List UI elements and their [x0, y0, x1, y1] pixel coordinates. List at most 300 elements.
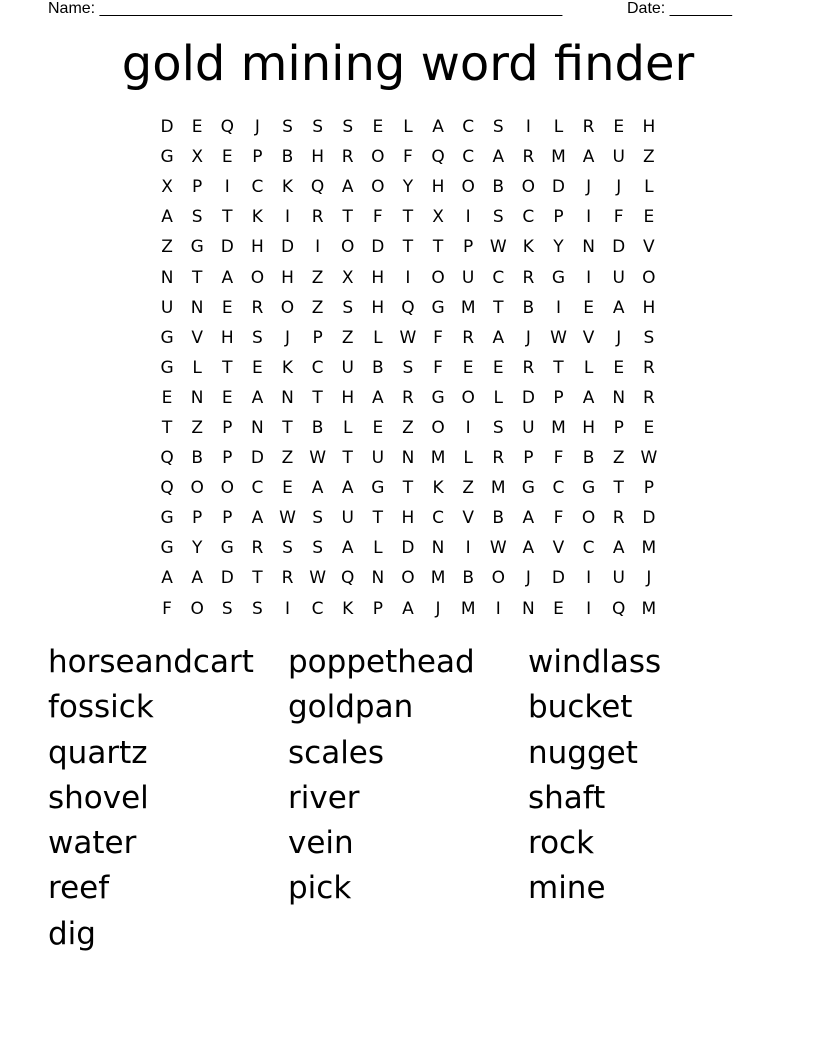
word-list-item: river [288, 779, 360, 816]
grid-letter: I [315, 237, 321, 258]
grid-letter: S [191, 207, 203, 228]
grid-letter: O [521, 177, 536, 198]
grid-letter: R [311, 207, 324, 228]
grid-letter: X [341, 267, 354, 288]
word-list [48, 640, 768, 957]
grid-letter: H [371, 267, 385, 288]
grid-letter: S [251, 327, 263, 348]
grid-letter: D [220, 237, 234, 258]
grid-letter: P [252, 147, 263, 168]
grid-letter: E [613, 117, 625, 138]
grid-letter: P [222, 508, 233, 529]
grid-letter: G [581, 478, 596, 499]
word-list-item: vein [288, 825, 354, 862]
word-list-item: scales [288, 734, 385, 771]
grid-letter: H [281, 267, 294, 288]
grid-letter: L [463, 448, 473, 469]
grid-letter: A [492, 327, 505, 348]
grid-row [152, 503, 664, 533]
grid-letter: R [492, 448, 505, 469]
grid-letter: N [251, 417, 264, 438]
grid-letter: N [431, 538, 445, 559]
grid-letter: Q [341, 568, 355, 589]
grid-letter: H [371, 297, 385, 318]
grid-letter: G [371, 478, 385, 499]
grid-letter: F [613, 207, 624, 228]
grid-letter: A [191, 568, 203, 589]
grid-letter: A [492, 147, 505, 168]
grid-letter: N [612, 387, 626, 408]
grid-letter: D [280, 237, 295, 258]
grid-letter: O [401, 568, 415, 589]
grid-letter: S [312, 117, 323, 138]
grid-letter: T [161, 417, 173, 438]
grid-letter: W [640, 448, 658, 469]
grid-row [152, 594, 664, 624]
grid-letter: Q [401, 297, 415, 318]
grid-letter: B [371, 357, 384, 378]
grid-letter: W [489, 237, 507, 258]
grid-letter: P [643, 478, 654, 499]
grid-letter: F [433, 327, 443, 348]
grid-letter: A [161, 207, 173, 228]
grid-letter: U [612, 568, 625, 589]
grid-letter: Q [310, 177, 325, 198]
grid-letter: E [372, 117, 384, 138]
grid-letter: O [280, 297, 295, 318]
grid-letter: Z [191, 417, 203, 438]
grid-letter: W [489, 538, 507, 559]
grid-letter: H [401, 508, 415, 529]
grid-row [152, 293, 664, 323]
grid-letter: J [525, 568, 531, 589]
grid-letter: E [643, 207, 655, 228]
grid-letter: P [222, 448, 233, 469]
grid-row [152, 202, 664, 232]
grid-letter: T [553, 357, 564, 378]
grid-letter: I [586, 568, 592, 589]
grid-letter: P [222, 417, 233, 438]
grid-letter: A [311, 478, 324, 499]
grid-letter: N [582, 237, 595, 258]
grid-letter: W [399, 327, 417, 348]
grid-letter: J [616, 177, 622, 198]
grid-letter: E [643, 417, 655, 438]
grid-letter: H [220, 327, 234, 348]
header-line [48, 0, 748, 18]
word-list-item: reef [48, 870, 110, 907]
grid-letter: K [342, 598, 354, 619]
grid-letter: O [220, 478, 234, 499]
grid-letter: K [281, 357, 294, 378]
grid-letter: N [160, 267, 174, 288]
word-list-item: horseandcart [48, 644, 254, 680]
grid-letter: F [162, 598, 172, 619]
grid-letter: E [583, 297, 594, 318]
grid-letter: T [402, 237, 414, 258]
grid-letter: V [462, 508, 474, 529]
grid-letter: O [371, 177, 385, 198]
grid-letter: O [341, 237, 355, 258]
grid-letter: C [311, 598, 324, 619]
grid-letter: K [281, 177, 294, 198]
grid-letter: D [612, 237, 626, 258]
grid-letter: R [642, 357, 655, 378]
grid-row [152, 232, 664, 262]
grid-letter: T [402, 207, 414, 228]
grid-letter: R [612, 508, 625, 529]
grid-letter: O [431, 267, 445, 288]
grid-letter: O [431, 417, 445, 438]
grid-letter: J [284, 327, 290, 348]
grid-letter: B [492, 508, 505, 529]
grid-letter: M [641, 598, 657, 619]
word-list-item: goldpan [288, 689, 414, 726]
grid-letter: O [190, 598, 204, 619]
grid-letter: Z [311, 297, 324, 318]
grid-letter: D [551, 177, 566, 198]
grid-letter: K [432, 478, 444, 499]
grid-letter: T [222, 357, 233, 378]
grid-letter: V [582, 327, 595, 348]
grid-letter: D [521, 387, 535, 408]
grid-letter: A [372, 387, 384, 408]
grid-row [152, 262, 664, 292]
grid-letter: R [642, 387, 655, 408]
grid-letter: J [435, 598, 441, 619]
grid-letter: G [551, 267, 566, 288]
grid-letter: W [550, 327, 567, 348]
word-list-item: quartz [48, 734, 148, 771]
grid-letter: A [221, 267, 234, 288]
grid-letter: I [586, 267, 592, 288]
grid-letter: G [160, 147, 174, 168]
grid-letter: U [371, 448, 385, 469]
grid-letter: S [282, 538, 293, 559]
grid-letter: Q [431, 147, 445, 168]
grid-letter: E [191, 117, 203, 138]
grid-letter: I [586, 598, 592, 619]
grid-letter: Q [160, 478, 174, 499]
grid-letter: R [522, 267, 535, 288]
grid-letter: E [252, 357, 263, 378]
grid-letter: N [522, 598, 535, 619]
grid-letter: B [462, 568, 474, 589]
grid-letter: H [642, 297, 656, 318]
grid-letter: R [402, 387, 414, 408]
grid-letter: T [191, 267, 203, 288]
grid-letter: J [646, 568, 652, 589]
grid-letter: A [341, 538, 354, 559]
grid-letter: J [525, 327, 531, 348]
grid-letter: R [251, 538, 264, 559]
word-list-item: water [48, 825, 137, 862]
grid-letter: D [551, 568, 566, 589]
grid-letter: G [220, 538, 234, 559]
grid-letter: R [251, 297, 264, 318]
grid-letter: B [311, 417, 324, 438]
grid-letter: T [282, 417, 293, 438]
grid-letter: O [250, 267, 265, 288]
grid-letter: R [462, 327, 475, 348]
grid-letter: V [643, 237, 655, 258]
grid-letter: X [191, 147, 203, 168]
grid-row [152, 473, 664, 503]
grid-letter: B [281, 147, 294, 168]
grid-letter: C [522, 207, 535, 228]
date-field-label: Date: _______ [627, 0, 732, 17]
grid-letter: A [612, 297, 625, 318]
grid-letter: E [492, 357, 504, 378]
grid-letter: C [462, 117, 475, 138]
grid-letter: M [551, 417, 566, 438]
grid-letter: Z [643, 147, 655, 168]
grid-letter: E [282, 478, 293, 499]
grid-letter: B [191, 448, 203, 469]
grid-letter: P [192, 508, 203, 529]
grid-letter: M [460, 598, 476, 619]
grid-row [152, 172, 664, 202]
grid-letter: U [341, 508, 354, 529]
grid-letter: P [553, 387, 564, 408]
grid-letter: R [281, 568, 294, 589]
grid-letter: Y [191, 538, 203, 559]
grid-letter: P [372, 598, 383, 619]
grid-letter: S [251, 598, 263, 619]
grid-letter: I [525, 117, 531, 138]
grid-row [152, 413, 664, 443]
grid-letter: Y [553, 237, 564, 258]
word-list-item: pick [288, 870, 352, 907]
grid-letter: J [254, 117, 260, 138]
grid-letter: L [192, 357, 202, 378]
grid-letter: L [644, 177, 654, 198]
grid-letter: G [190, 237, 204, 258]
grid-letter: Q [612, 598, 626, 619]
grid-letter: D [250, 448, 264, 469]
grid-letter: V [552, 538, 565, 559]
grid-letter: S [221, 598, 233, 619]
grid-letter: D [160, 117, 174, 138]
grid-letter: S [492, 207, 504, 228]
grid-letter: T [342, 207, 353, 228]
grid-letter: U [341, 357, 354, 378]
grid-letter: H [582, 417, 595, 438]
grid-letter: M [641, 538, 657, 559]
grid-letter: O [461, 387, 475, 408]
grid-letter: T [493, 297, 504, 318]
grid-letter: H [311, 147, 324, 168]
grid-letter: O [581, 508, 596, 529]
grid-letter: Z [462, 478, 474, 499]
grid-letter: G [431, 297, 445, 318]
grid-letter: N [281, 387, 294, 408]
grid-row [152, 383, 664, 413]
grid-letter: M [551, 147, 566, 168]
grid-letter: U [160, 297, 174, 318]
grid-letter: I [465, 538, 471, 559]
grid-letter: T [342, 448, 353, 469]
word-list-item: fossick [48, 689, 154, 726]
grid-letter: E [462, 357, 474, 378]
grid-letter: C [462, 147, 475, 168]
grid-letter: T [372, 508, 384, 529]
grid-letter: D [371, 237, 385, 258]
grid-letter: G [160, 357, 174, 378]
grid-letter: L [493, 387, 503, 408]
grid-letter: J [586, 177, 592, 198]
word-list-item: bucket [528, 689, 633, 726]
grid-letter: B [522, 297, 535, 318]
grid-letter: W [279, 508, 296, 529]
grid-letter: Z [311, 267, 324, 288]
grid-letter: I [495, 598, 501, 619]
grid-letter: W [309, 568, 326, 589]
grid-letter: S [342, 297, 354, 318]
grid-letter: S [282, 117, 293, 138]
grid-row [152, 112, 664, 142]
grid-letter: C [492, 267, 505, 288]
grid-letter: Z [341, 327, 354, 348]
grid-letter: R [341, 147, 354, 168]
grid-letter: F [553, 508, 564, 529]
grid-row [152, 563, 664, 593]
grid-letter: A [432, 117, 444, 138]
word-list-item: dig [48, 915, 96, 952]
grid-letter: S [342, 117, 354, 138]
grid-letter: A [522, 538, 535, 559]
grid-letter: O [371, 147, 385, 168]
grid-row [152, 533, 664, 563]
grid-letter: H [341, 387, 355, 408]
grid-letter: A [522, 508, 535, 529]
grid-letter: X [432, 207, 444, 228]
grid-letter: A [402, 598, 414, 619]
grid-letter: U [522, 417, 535, 438]
grid-letter: D [220, 568, 234, 589]
grid-letter: A [341, 478, 354, 499]
grid-letter: F [433, 357, 443, 378]
grid-letter: C [582, 538, 595, 559]
word-list-item: nugget [528, 734, 638, 771]
name-field-label: Name: ____________________________________________________ [48, 0, 563, 17]
word-list-item: rock [528, 825, 595, 862]
grid-letter: A [612, 538, 625, 559]
grid-letter: K [251, 207, 263, 228]
grid-letter: S [312, 538, 323, 559]
grid-letter: O [461, 177, 475, 198]
grid-letter: I [405, 267, 411, 288]
grid-letter: F [403, 147, 413, 168]
grid-letter: L [553, 117, 564, 138]
grid-letter: U [612, 147, 625, 168]
grid-letter: N [371, 568, 385, 589]
grid-letter: B [582, 448, 595, 469]
grid-letter: G [160, 327, 174, 348]
grid-letter: S [312, 508, 323, 529]
grid-letter: I [586, 207, 592, 228]
grid-letter: C [311, 357, 324, 378]
grid-letter: W [309, 448, 326, 469]
grid-letter: O [190, 478, 204, 499]
grid-letter: I [555, 297, 561, 318]
grid-letter: N [190, 297, 204, 318]
grid-letter: A [161, 568, 173, 589]
grid-letter: B [492, 177, 505, 198]
grid-letter: E [221, 387, 233, 408]
grid-letter: P [463, 237, 474, 258]
grid-letter: U [612, 267, 625, 288]
grid-letter: I [465, 207, 471, 228]
grid-letter: C [251, 478, 264, 499]
grid-letter: R [582, 117, 595, 138]
grid-letter: T [252, 568, 263, 589]
grid-letter: E [161, 387, 173, 408]
grid-letter: T [402, 478, 414, 499]
grid-letter: G [160, 508, 174, 529]
grid-letter: S [492, 417, 504, 438]
grid-letter: E [613, 357, 625, 378]
grid-letter: C [251, 177, 264, 198]
grid-row [152, 353, 664, 383]
grid-letter: H [431, 177, 445, 198]
grid-letter: Z [402, 417, 414, 438]
grid-letter: K [522, 237, 534, 258]
grid-letter: S [492, 117, 504, 138]
grid-letter: M [430, 448, 446, 469]
grid-letter: U [461, 267, 475, 288]
grid-letter: P [312, 327, 323, 348]
grid-letter: I [224, 177, 230, 198]
grid-letter: E [221, 147, 233, 168]
grid-row [152, 443, 664, 473]
grid-letter: A [582, 387, 595, 408]
grid-letter: L [583, 357, 594, 378]
grid-letter: L [373, 327, 383, 348]
grid-letter: G [160, 538, 174, 559]
grid-letter: I [284, 598, 290, 619]
letter-grid [152, 112, 664, 624]
grid-row [152, 142, 664, 172]
grid-letter: E [221, 297, 233, 318]
grid-letter: T [613, 478, 624, 499]
grid-letter: D [642, 508, 656, 529]
grid-letter: P [523, 448, 534, 469]
grid-letter: M [460, 297, 476, 318]
grid-letter: I [284, 207, 290, 228]
grid-letter: M [430, 568, 446, 589]
grid-letter: J [616, 327, 622, 348]
grid-letter: T [312, 387, 323, 408]
grid-letter: L [342, 417, 353, 438]
grid-letter: M [490, 478, 506, 499]
grid-letter: Z [281, 448, 294, 469]
word-list-item: shaft [528, 779, 606, 816]
grid-letter: H [642, 117, 656, 138]
grid-letter: A [251, 387, 264, 408]
grid-letter: L [403, 117, 413, 138]
grid-letter: Y [402, 177, 414, 198]
grid-letter: O [491, 568, 505, 589]
grid-letter: E [553, 598, 564, 619]
grid-letter: Z [161, 237, 173, 258]
grid-letter: R [522, 357, 535, 378]
grid-letter: A [251, 508, 264, 529]
grid-letter: G [431, 387, 445, 408]
word-list-item: mine [528, 870, 606, 907]
grid-letter: C [552, 478, 565, 499]
grid-row [152, 323, 664, 353]
